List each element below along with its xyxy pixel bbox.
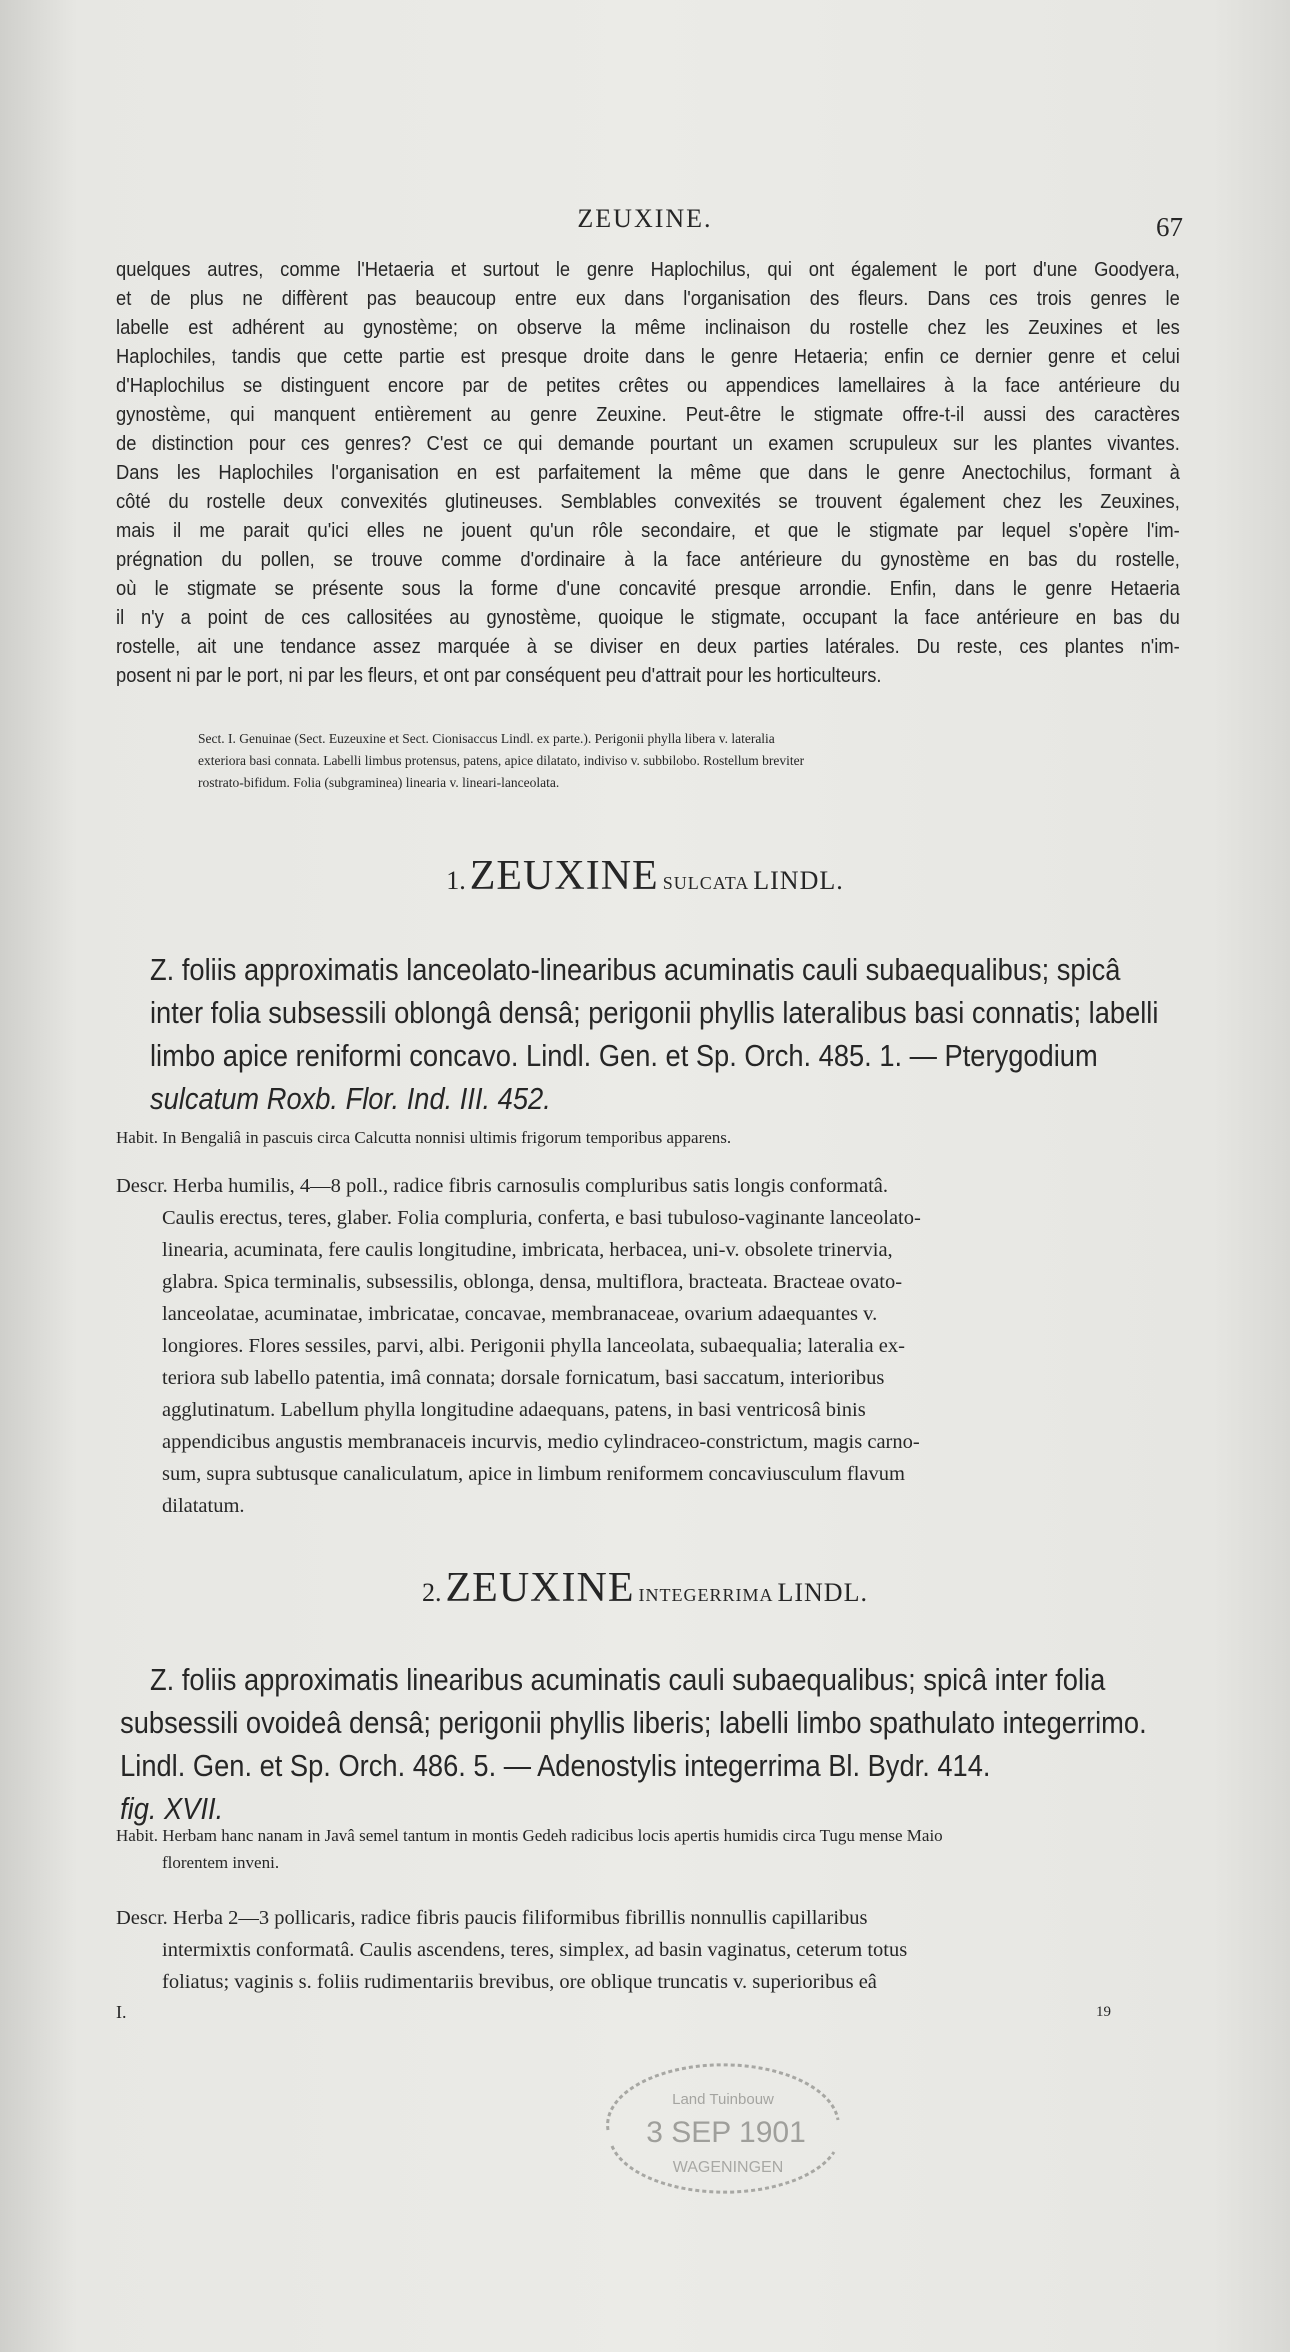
diagnosis-line: subsessili ovoideâ densâ; perigonii phyllis liberis; labelli limbo spathulato integerrimo. <box>120 1705 1147 1740</box>
habitat-line: Habit. Herbam hanc nanam in Javâ semel tantum in montis Gedeh radicibus locis apertis humidis circa Tugu mense Maio <box>116 1826 943 1845</box>
species-2-habitat <box>116 1822 1180 1876</box>
description-line: longiores. Flores sessiles, parvi, albi. Perigonii phylla lanceolata, subaequalia; lateralia ex- <box>162 1335 905 1357</box>
species-1-diagnosis <box>150 948 1159 1120</box>
species-2-heading <box>0 1564 1290 1612</box>
text-line: posent ni par le port, ni par les fleurs, et ont par conséquent peu d'attrait pour les horticulteurs. <box>116 665 882 687</box>
text-line: de distinction pour ces genres? C'est ce qui demande pourtant un examen scrupuleux sur les plantes vivantes. <box>116 433 1180 455</box>
species-genus: ZEUXINE <box>469 853 659 899</box>
species-number: 2. <box>422 1578 442 1607</box>
signature-mark: I. <box>116 2002 127 2022</box>
species-2-diagnosis <box>120 1658 1147 1830</box>
species-1-heading <box>0 852 1290 900</box>
text-line: d'Haplochilus se distinguent encore par de petites crêtes ou appendices lamellaires à la face antérieure du <box>116 375 1180 397</box>
species-2-description <box>116 1902 1180 1998</box>
description-line: foliatus; vaginis s. foliis rudimentariis brevibus, ore oblique truncatis v. superioribus eâ <box>162 1971 877 1993</box>
diagnosis-line: inter folia subsessili oblongâ densâ; perigonii phyllis lateralibus basi connatis; labelli <box>150 995 1159 1030</box>
description-line: teriora sub labello patentia, imâ connata; dorsale fornicatum, basi saccatum, interioribus <box>162 1367 885 1389</box>
section-line: Sect. I. Genuinae (Sect. Euzeuxine et Sect. Cionisaccus Lindl. ex parte.). Perigonii phylla libera v. lateralia <box>198 731 775 746</box>
species-1-habitat <box>116 1124 1180 1151</box>
species-number: 1. <box>446 866 466 895</box>
description-line: sum, supra subtusque canaliculatum, apice in limbum reniformem concaviusculum flavum <box>162 1463 905 1485</box>
intro-paragraph <box>116 256 1180 691</box>
species-epithet: sulcata <box>662 866 750 895</box>
species-author: LINDL. <box>777 1578 868 1607</box>
description-line: glabra. Spica terminalis, subsessilis, oblonga, densa, multiflora, bracteata. Bracteae ovato- <box>162 1271 903 1293</box>
habitat-line: Habit. In Bengaliâ in pascuis circa Calcutta nonnisi ultimis frigorum temporibus apparens. <box>116 1128 732 1147</box>
description-line: linearia, acuminata, fere caulis longitudine, imbricata, herbacea, uni-v. obsolete trinervia, <box>162 1239 893 1261</box>
species-1-description <box>116 1170 1180 1522</box>
description-line: lanceolatae, acuminatae, imbricatae, concavae, membranaceae, ovarium adaequantes v. <box>162 1303 878 1325</box>
description-line: appendicibus angustis membranaceis incurvis, medio cylindraceo-constrictum, magis carno- <box>162 1431 920 1453</box>
text-line: Dans les Haplochiles l'organisation en est parfaitement la même que dans le genre Anectochilus, formant à <box>116 462 1180 484</box>
text-line: Haplochiles, tandis que cette partie est presque droite dans le genre Hetaeria; enfin ce dernier genre et celui <box>116 346 1180 368</box>
diagnosis-line: sulcatum Roxb. Flor. Ind. III. 452. <box>150 1081 551 1116</box>
species-author: LINDL. <box>753 866 844 895</box>
diagnosis-line: fig. XVII. <box>120 1791 224 1826</box>
description-line: intermixtis conformatâ. Caulis ascendens, teres, simplex, ad basin vaginatus, ceterum totus <box>162 1939 908 1961</box>
species-epithet: integerrima <box>638 1578 774 1607</box>
description-line: dilatatum. <box>162 1495 245 1517</box>
running-header-title: ZEUXINE. <box>577 204 713 233</box>
description-line: Descr. Herba 2—3 pollicaris, radice fibris paucis filiformibus fibrillis nonnullis capillaribus <box>116 1907 868 1929</box>
section-line: rostrato-bifidum. Folia (subgraminea) linearia v. lineari-lanceolata. <box>198 775 560 790</box>
text-line: gynostème, qui manquent entièrement au genre Zeuxine. Peut-être le stigmate offre-t-il aussi des caractères <box>116 404 1180 426</box>
page-number: 67 <box>1156 212 1183 242</box>
text-line: côté du rostelle deux convexités glutineuses. Semblables convexités se trouvent également chez les Zeuxines, <box>116 491 1180 513</box>
diagnosis-line: Z. foliis approximatis linearibus acuminatis cauli subaequalibus; spicâ inter folia <box>150 1662 1106 1697</box>
description-line: agglutinatum. Labellum phylla longitudine adaequans, patens, in basi ventricosâ binis <box>162 1399 866 1421</box>
stamp-line-1: Land Tuinbouw <box>672 2091 774 2108</box>
diagnosis-line: limbo apice reniformi concavo. Lindl. Gen. et Sp. Orch. 485. 1. — Pterygodium <box>150 1038 1098 1073</box>
text-line: quelques autres, comme l'Hetaeria et surtout le genre Haplochilus, qui ont également le port d'une Goodyera, <box>116 259 1180 281</box>
stamp-line-3: WAGENINGEN <box>672 2159 784 2176</box>
text-line: rostelle, ait une tendance assez marquée à se diviser en deux parties latérales. Du reste, ces plantes n'im- <box>116 636 1180 658</box>
text-line: labelle est adhérent au gynostème; on observe la même inclinaison du rostelle chez les Zeuxines et les <box>116 317 1180 339</box>
signature-number: 19 <box>1096 2004 1111 2020</box>
text-line: où le stigmate se présente sous la forme d'une concavité presque arrondie. Enfin, dans le genre Hetaeria <box>116 578 1180 600</box>
text-line: mais il me parait qu'ici elles ne jouent qu'un rôle secondaire, et que le stigmate par lequel s'opère l'im- <box>116 520 1180 542</box>
text-line: il n'y a point de ces callositées au gynostème, quoique le stigmate, occupant la face antérieure en bas du <box>116 607 1180 629</box>
habitat-line: florentem inveni. <box>162 1853 280 1872</box>
section-line: exteriora basi connata. Labelli limbus protensus, patens, apice dilatato, indiviso v. subbilobo. Rostellum breviter <box>198 753 805 768</box>
description-line: Descr. Herba humilis, 4—8 poll., radice fibris carnosulis compluribus satis longis conformatâ. <box>116 1175 889 1197</box>
stamp-graphic <box>588 2060 858 2200</box>
stamp-line-2: 3 SEP 1901 <box>646 2116 806 2149</box>
species-genus: ZEUXINE <box>445 1565 635 1611</box>
library-stamp <box>588 2060 858 2200</box>
text-line: et de plus ne diffèrent pas beaucoup entre eux dans l'organisation des fleurs. Dans ces trois genres le <box>116 288 1180 310</box>
section-note <box>198 728 1078 794</box>
diagnosis-line: Lindl. Gen. et Sp. Orch. 486. 5. — Adenostylis integerrima Bl. Bydr. 414. <box>120 1748 991 1783</box>
description-line: Caulis erectus, teres, glaber. Folia compluria, conferta, e basi tubuloso-vaginante lanceolato- <box>162 1207 921 1229</box>
text-line: prégnation du pollen, se trouve comme d'ordinaire à la face antérieure du gynostème en bas du rostelle, <box>116 549 1180 571</box>
diagnosis-line: Z. foliis approximatis lanceolato-linearibus acuminatis cauli subaequalibus; spicâ <box>150 952 1121 987</box>
